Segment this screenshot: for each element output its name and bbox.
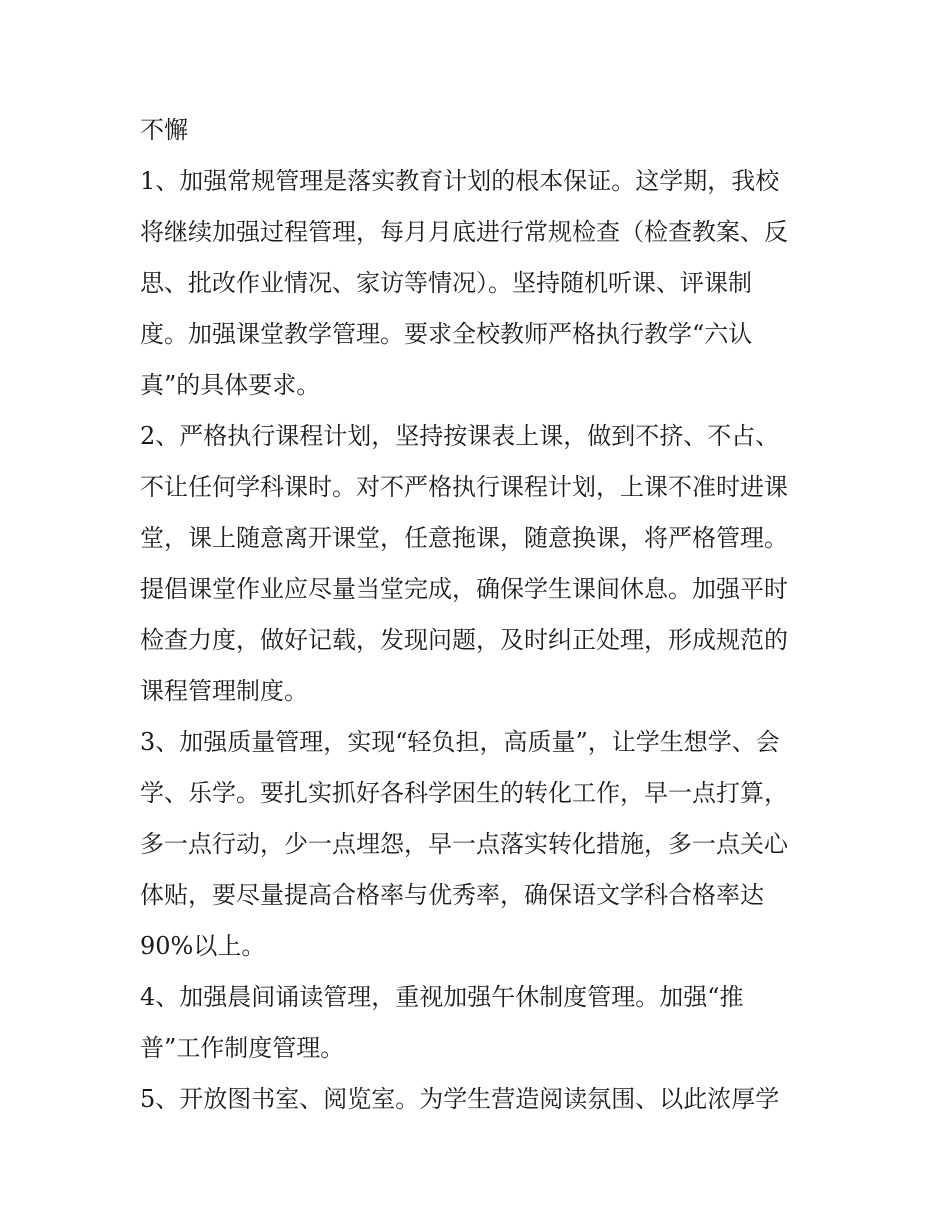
text-line: 3、加强质量管理，实现“轻负担，高质量”，让学生想学、会 xyxy=(140,728,780,756)
text-line: 将继续加强过程管理，每月月底进行常规检查（检查教案、反 xyxy=(140,218,788,246)
text-line: 堂，课上随意离开课堂，任意拖课，随意换课，将严格管理。 xyxy=(140,524,788,552)
text-line: 提倡课堂作业应尽量当堂完成，确保学生课间休息。加强平时 xyxy=(140,575,788,603)
text-line: 2、严格执行课程计划，坚持按课表上课，做到不挤、不占、 xyxy=(140,422,780,450)
text-line: 90%以上。 xyxy=(140,932,266,960)
text-line: 体贴，要尽量提高合格率与优秀率，确保语文学科合格率达 xyxy=(140,881,764,909)
text-line: 思、批改作业情况、家访等情况）。坚持随机听课、评课制 xyxy=(140,269,752,297)
text-line: 课程管理制度。 xyxy=(140,677,308,705)
text-line: 检查力度，做好记载，发现问题，及时纠正处理，形成规范的 xyxy=(140,626,788,654)
text-line: 真”的具体要求。 xyxy=(140,371,321,399)
text-line: 不让任何学科课时。对不严格执行课程计划，上课不准时进课 xyxy=(140,473,788,501)
text-line: 4、加强晨间诵读管理，重视加强午休制度管理。加强“推 xyxy=(140,983,744,1011)
text-line: 5、开放图书室、阅览室。为学生营造阅读氛围、以此浓厚学 xyxy=(140,1085,780,1113)
text-line: 普”工作制度管理。 xyxy=(140,1034,345,1062)
text-line: 学、乐学。要扎实抓好各科学困生的转化工作，早一点打算， xyxy=(140,779,788,807)
text-line: 不懈 xyxy=(140,116,188,144)
text-line: 度。加强课堂教学管理。要求全校教师严格执行教学“六认 xyxy=(140,320,753,348)
text-line: 多一点行动，少一点埋怨，早一点落实转化措施，多一点关心 xyxy=(140,830,788,858)
text-line: 1、加强常规管理是落实教育计划的根本保证。这学期，我校 xyxy=(140,167,780,195)
